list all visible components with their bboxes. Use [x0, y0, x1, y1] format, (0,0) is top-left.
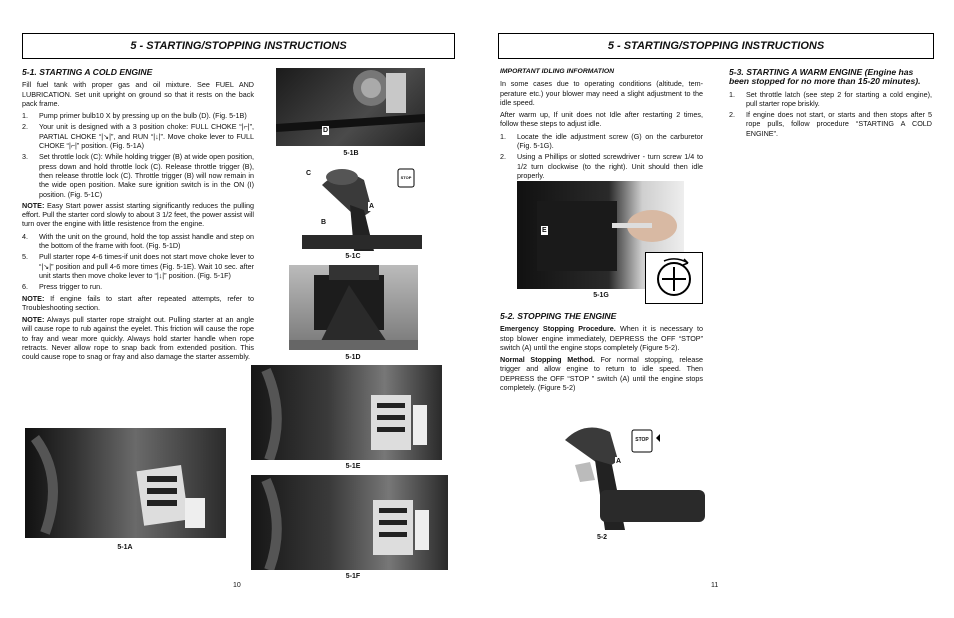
- caption-5-1a: 5-1A: [117, 544, 133, 551]
- caption-5-1b: 5-1B: [343, 150, 359, 157]
- section-title-stopping: 5-2. STOPPING THE ENGINE: [500, 311, 617, 321]
- left-text-column: [22, 68, 254, 365]
- screw-rotation-inset: [645, 252, 703, 304]
- rotate-clockwise-icon: [646, 253, 702, 303]
- list-item: 3. Set throttle lock (C): While holding trigger (B) at wide open position, press down and hold throttle lock (C). Release throttle trigger (B), then release throttle lock (C). Throttle trigger (B) will now remain in the wide open position. Make sure ignition switch is in the ON (I) position. (Fig. 5-1C): [22, 152, 254, 199]
- normal-stopping-paragraph: Normal Stopping Method. For normal stopping, release trigger and allow engine to return to idle speed. Then DEPRESS the OFF “STOP ” switch (A) until the engine stops completely. (Figure 5-2): [500, 355, 703, 393]
- list-item: 2. If engine does not start, or starts and then stops after 5 rope pulls, follow procedure “STARTING A COLD ENGINE”.: [729, 110, 932, 138]
- list-item: 2. Your unit is designed with a 3 position choke: FULL CHOKE “|⌐|”, PARTIAL CHOKE “|↘|”, and RUN “|↓|”. Move choke lever to FULL CHOKE “|⌐|” position. (Fig. 5-1A): [22, 122, 254, 151]
- page-number-left: 10: [233, 582, 241, 589]
- stop-switch-label: STOP: [400, 175, 412, 180]
- list-item: 4. With the unit on the ground, hold the top assist handle and step on the bottom of the frame with foot. (Fig. 5-1D): [22, 231, 254, 251]
- note-starter-rope: NOTE: Always pull starter rope straight out. Pulling starter at an angle will cause rope to rub against the eyelet. This friction will cause the rope to fray and wear more quickly. Always hold starter handle when rope retracts. Never allow rope to snap back from extended position. This could cause rope to snag or fray and also damage the starter assembly.: [22, 315, 254, 362]
- choke-partial-illustration: [251, 365, 442, 460]
- section-title-cold-engine: 5-1. STARTING A COLD ENGINE: [22, 67, 153, 77]
- label-d: D: [323, 127, 329, 134]
- caption-5-1c: 5-1C: [345, 253, 361, 260]
- label-a-stop: A: [616, 458, 622, 465]
- idling-paragraph-1: In some cases due to operating conditions (altitude, tem-perature etc.) your blower may need a slight adjustment to the idle speed.: [500, 79, 703, 107]
- idling-title: IMPORTANT IDLING INFORMATION: [500, 68, 615, 75]
- figure-5-1d-photo: [289, 265, 418, 350]
- page-number-right: 11: [711, 582, 719, 589]
- figure-5-1e-photo: [251, 365, 442, 460]
- caption-5-1g: 5-1G: [593, 292, 609, 299]
- stopping-text-column: [500, 312, 703, 395]
- list-item: 1. Pump primer bulb10 X by pressing up on the bulb (D). (Fig. 5-1B): [22, 111, 247, 121]
- idling-paragraph-2: After warm up, If unit does not Idle after restarting 2 times, follow these steps to adjust idle.: [500, 110, 703, 129]
- label-b: B: [321, 219, 327, 226]
- section-title-warm-engine: 5-3. STARTING A WARM ENGINE (Engine has been stopped for no more than 15-20 minutes).: [729, 67, 921, 87]
- right-page-banner: 5 - STARTING/STOPPING INSTRUCTIONS: [498, 33, 934, 59]
- caption-5-1f: 5-1F: [345, 573, 361, 580]
- figure-5-1b-photo: [276, 68, 425, 146]
- choke-run-illustration: [251, 475, 448, 570]
- label-e: E: [542, 227, 547, 234]
- list-item: 1. Locate the idle adjustment screw (G) on the carburetor (Fig. 5-1G).: [500, 131, 703, 151]
- list-item: 2. Using a Phillips or slotted screwdriver - turn screw 1/4 to 1/2 turn clockwise (to the right). Unit should then idle properly.: [500, 152, 703, 180]
- caption-5-2: 5-2: [596, 534, 608, 541]
- intro-paragraph: Fill fuel tank with proper gas and oil mixture. See FUEL AND LUBRICATION. Set unit upright on ground so that it rests on the back pack frame.: [22, 80, 254, 108]
- list-item: 5. Pull starter rope 4-6 times-if unit does not start move choke lever to “|↘|” position and pull 4-6 more times (Fig. 5-1E). Wait 10 sec. after unit starts then move choke lever to “|↓|” position. (Fig. 5-1F): [22, 252, 254, 280]
- engine-choke-illustration: [25, 428, 226, 538]
- backpack-frame-illustration: [289, 265, 418, 350]
- label-c: C: [306, 170, 312, 177]
- warm-engine-text-column: [729, 68, 932, 140]
- figure-5-1c-photo: [302, 165, 422, 251]
- idling-text-column: [500, 67, 703, 182]
- list-item: 6. Press trigger to run.: [22, 282, 103, 292]
- list-item: 1. Set throttle latch (see step 2 for starting a cold engine), pull starter rope briskly.: [729, 89, 932, 108]
- figure-5-2-photo: [560, 420, 705, 530]
- note-power-assist: NOTE: Easy Start power assist starting significantly reduces the pulling effort. Pull the starter cord slowly to about 3 1/2 feet, the power assist will turn over the engine with little resistence from the engine.: [22, 200, 254, 229]
- figure-5-1f-photo: [251, 475, 448, 570]
- emergency-stopping-paragraph: Emergency Stopping Procedure. When it is necessary to stop blower engine immediately, DEPRESS the OFF “STOP” switch (A) until the engine stops completely (Figure 5-2).: [500, 324, 703, 352]
- caption-5-1d: 5-1D: [345, 354, 361, 361]
- figure-5-1a-photo: [25, 428, 226, 538]
- left-page-banner: 5 - STARTING/STOPPING INSTRUCTIONS: [22, 33, 455, 59]
- primer-bulb-illustration: [276, 68, 425, 146]
- note-troubleshooting: NOTE: If engine fails to start after repeated attempts, refer to Troubleshooting section.: [22, 293, 254, 312]
- stop-switch-text: STOP: [635, 437, 649, 443]
- caption-5-1e: 5-1E: [345, 463, 361, 470]
- label-a: A: [369, 203, 375, 210]
